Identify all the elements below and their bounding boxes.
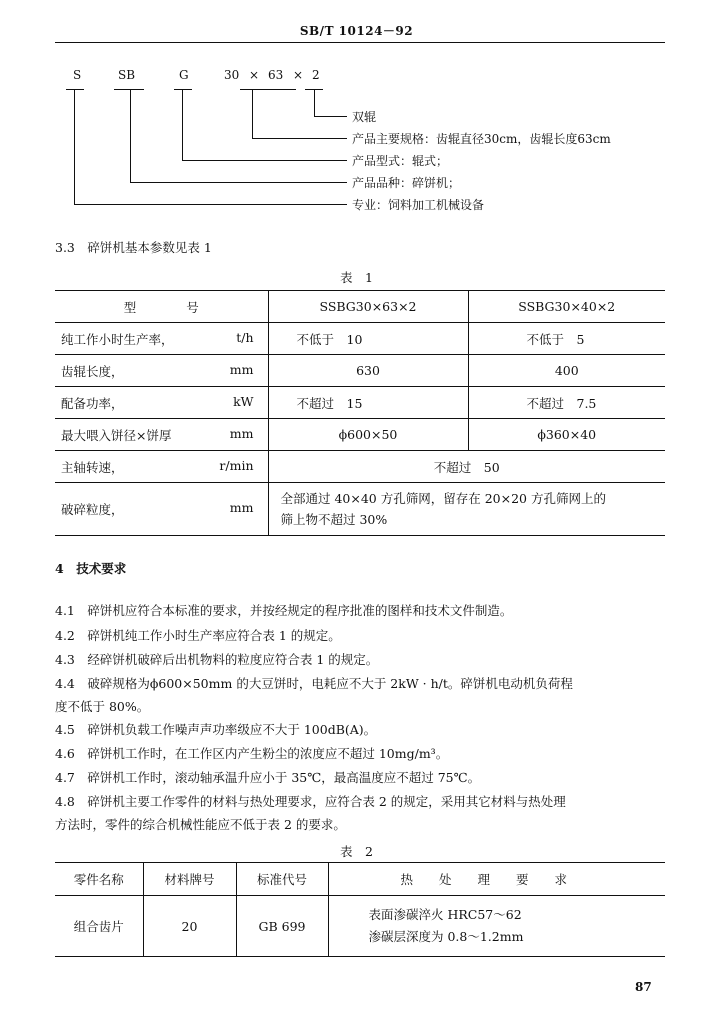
value-shared: 不超过 50 <box>268 451 665 483</box>
value-model-1: 630 <box>268 355 468 387</box>
code-2: 2 <box>312 68 320 82</box>
header-model: 型 号 <box>123 299 199 315</box>
param-unit: mm <box>229 500 254 515</box>
standard-number: SB/T 10124－92 <box>299 24 414 38</box>
material-grade: 20 <box>143 896 236 957</box>
parameter-table <box>55 290 665 536</box>
value-model-1: 不超过 15 <box>268 387 468 419</box>
code-times-1: × <box>249 68 260 82</box>
page-number: 87 <box>635 980 652 994</box>
part-name: 组合齿片 <box>55 896 143 957</box>
table-header-row <box>55 863 665 896</box>
header-model-1: SSBG30×63×2 <box>268 291 468 323</box>
clause-4-3: 4.3 经碎饼机破碎后出机物料的粒度应符合表 1 的规定。 <box>55 652 379 667</box>
value-model-2: 不低于 5 <box>468 323 665 355</box>
desc-double-roll: 双辊 <box>352 110 377 124</box>
granularity-line-2: 筛上物不超过 30% <box>280 512 388 527</box>
table-row <box>55 387 665 419</box>
code-times-2: × <box>293 68 304 82</box>
section-4-title: 4 技术要求 <box>55 561 127 576</box>
header-part-name: 零件名称 <box>73 872 124 887</box>
table-header-row <box>55 291 665 323</box>
code-30: 30 <box>224 68 240 82</box>
param-name: 配备功率， <box>61 395 124 411</box>
clause-4-4-cont: 度不低于 80%。 <box>55 699 150 714</box>
table-row <box>55 355 665 387</box>
header-heat-treatment: 热处理要求 <box>328 863 665 896</box>
param-name: 纯工作小时生产率， <box>61 331 174 347</box>
param-name: 最大喂入饼径×饼厚 <box>61 427 172 443</box>
table-row <box>55 451 665 483</box>
desc-main-spec: 产品主要规格：齿辊直径30cm，齿辊长度63cm <box>352 132 611 146</box>
table-row <box>55 419 665 451</box>
value-model-2: ϕ360×40 <box>468 419 665 451</box>
value-model-1: 不低于 10 <box>268 323 468 355</box>
param-unit: mm <box>229 425 254 441</box>
param-name: 破碎粒度， <box>61 502 124 517</box>
value-model-2: 不超过 7.5 <box>468 387 665 419</box>
param-unit: mm <box>229 361 254 377</box>
section-3-3: 3.3 碎饼机基本参数见表 1 <box>55 240 212 255</box>
header-material: 材料牌号 <box>143 863 236 896</box>
requirement-line-1: 表面渗碳淬火 HRC57～62 <box>368 907 522 922</box>
table-row <box>55 483 665 536</box>
material-table <box>55 862 665 957</box>
value-model-2: 400 <box>468 355 665 387</box>
desc-model-type: 产品型式：辊式； <box>352 154 449 168</box>
requirement-line-2: 渗碳层深度为 0.8～1.2mm <box>368 929 524 944</box>
table2-title: 表 2 <box>340 844 373 859</box>
clause-4-6: 4.6 碎饼机工作时，在工作区内产生粉尘的浓度应不超过 10mg/m³。 <box>55 746 449 761</box>
clause-4-2: 4.2 碎饼机纯工作小时生产率应符合表 1 的规定。 <box>55 628 341 643</box>
clause-4-4: 4.4 破碎规格为ϕ600×50mm 的大豆饼时，电耗应不大于 2kW · h/t。碎饼机电动机负荷程 <box>55 676 573 691</box>
clause-4-1: 4.1 碎饼机应符合本标准的要求，并按经规定的程序批准的图样和技术文件制造。 <box>55 603 513 618</box>
header-model-2: SSBG30×40×2 <box>468 291 665 323</box>
code-63: 63 <box>268 68 284 82</box>
desc-specialty: 专业：饲料加工机械设备 <box>352 198 485 212</box>
clause-4-8: 4.8 碎饼机主要工作零件的材料与热处理要求，应符合表 2 的规定，采用其它材料与热处理 <box>55 794 566 809</box>
code-s: S <box>73 68 82 82</box>
clause-4-5: 4.5 碎饼机负载工作噪声声功率级应不大于 100dB(A)。 <box>55 722 377 737</box>
param-name: 主轴转速， <box>61 459 124 475</box>
code-sb: SB <box>118 68 136 82</box>
header-standard: 标准代号 <box>236 863 328 896</box>
header-rule <box>55 42 665 43</box>
code-g: G <box>179 68 189 82</box>
param-unit: t/h <box>236 329 254 345</box>
param-unit: r/min <box>219 457 254 473</box>
table1-title: 表 1 <box>340 270 373 285</box>
desc-product-variety: 产品品种：碎饼机； <box>352 176 461 190</box>
param-unit: kW <box>233 393 254 409</box>
clause-4-8-cont: 方法时，零件的综合机械性能应不低于表 2 的要求。 <box>55 817 346 832</box>
value-model-1: ϕ600×50 <box>268 419 468 451</box>
standard-code: GB 699 <box>236 896 328 957</box>
granularity-line-1: 全部通过 40×40 方孔筛网，留存在 20×20 方孔筛网上的 <box>280 491 606 506</box>
table-row <box>55 896 665 957</box>
clause-4-7: 4.7 碎饼机工作时，滚动轴承温升应小于 35℃，最高温度应不超过 75℃。 <box>55 770 481 785</box>
param-name: 齿辊长度， <box>61 363 124 379</box>
table-row <box>55 323 665 355</box>
